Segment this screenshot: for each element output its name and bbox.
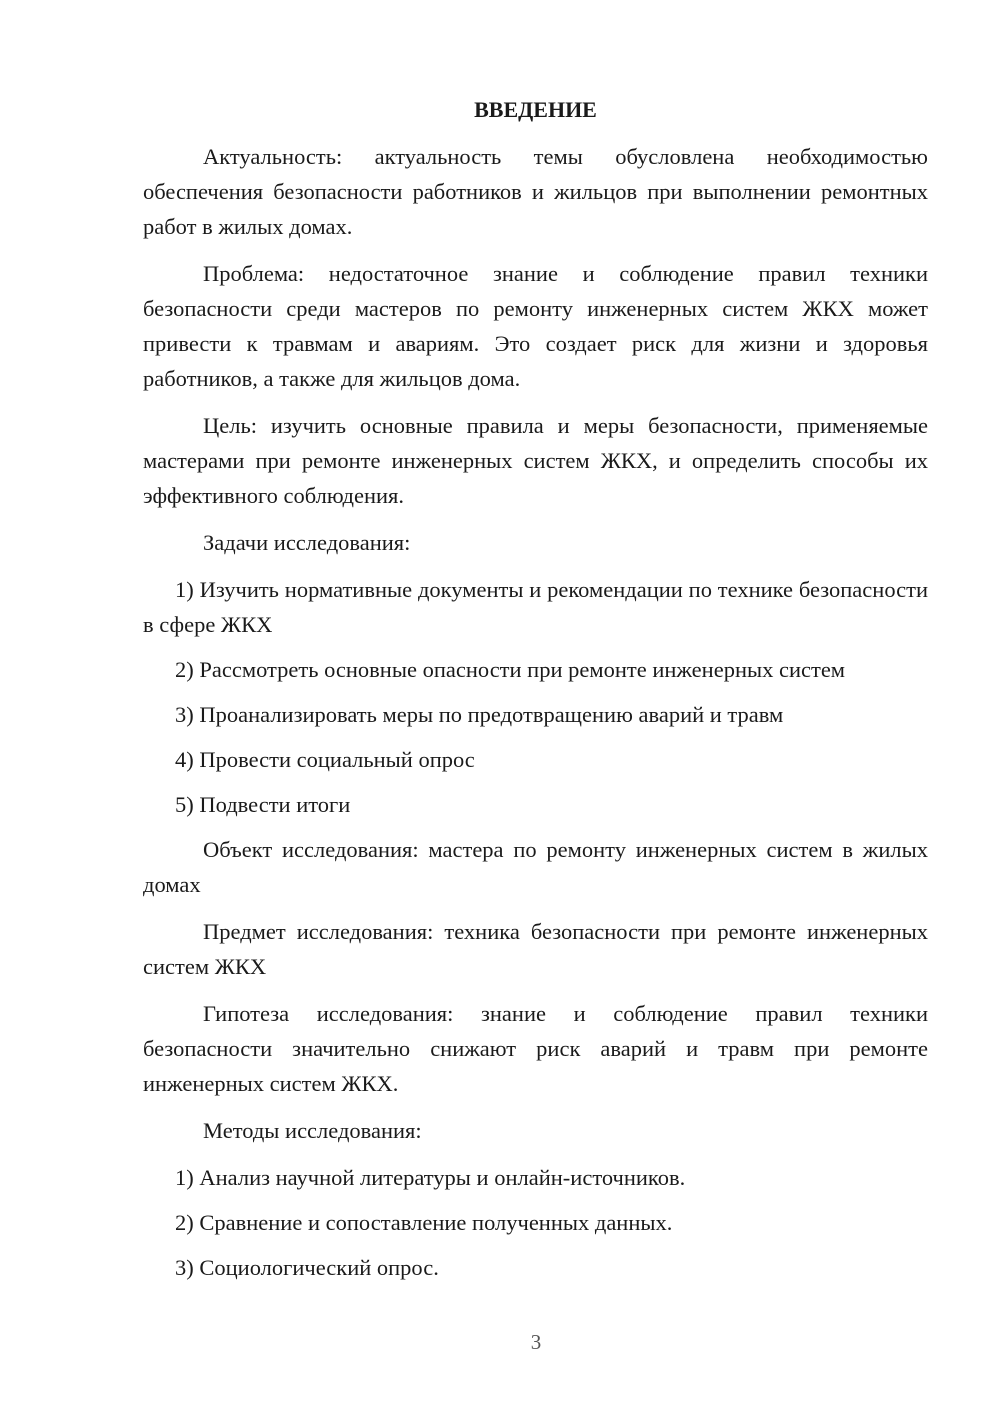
method-item: 3) Социологический опрос.	[175, 1255, 439, 1280]
method-item: 1) Анализ научной литературы и онлайн-источников.	[175, 1165, 686, 1190]
methods-heading: Методы исследования:	[203, 1118, 422, 1143]
problem-paragraph: Проблема: недостаточное знание и соблюдение правил техники безопасности среди мастеров по ремонту инженерных систем ЖКХ может привести к травмам и авариям. Это создает риск для жизни и здоровья работников, а также для жильцов дома.	[143, 261, 928, 391]
relevance-paragraph: Актуальность: актуальность темы обусловлена необходимостью обеспечения безопасности работников и жильцов при выполнении ремонтных работ в жилых домах.	[143, 144, 928, 239]
task-item: 4) Провести социальный опрос	[175, 747, 475, 772]
section-title: ВВЕДЕНИЕ	[474, 97, 597, 122]
task-item: 2) Рассмотреть основные опасности при ремонте инженерных систем	[175, 657, 846, 682]
object-paragraph: Объект исследования: мастера по ремонту инженерных систем в жилых домах	[143, 837, 928, 897]
goal-paragraph: Цель: изучить основные правила и меры безопасности, применяемые мастерами при ремонте инженерных систем ЖКХ, и определить способы их эффективного соблюдения.	[143, 413, 928, 508]
page-number: 3	[530, 1330, 542, 1354]
task-item: 1) Изучить нормативные документы и рекомендации по технике безопасности в сфере ЖКХ	[143, 577, 928, 637]
tasks-heading: Задачи исследования:	[203, 530, 411, 555]
hypothesis-paragraph: Гипотеза исследования: знание и соблюдение правил техники безопасности значительно снижают риск аварий и травм при ремонте инженерных систем ЖКХ.	[143, 1001, 928, 1096]
task-item: 5) Подвести итоги	[175, 792, 351, 817]
subject-paragraph: Предмет исследования: техника безопасности при ремонте инженерных систем ЖКХ	[143, 919, 928, 979]
method-item: 2) Сравнение и сопоставление полученных данных.	[175, 1210, 673, 1235]
document-page	[143, 94, 928, 1295]
task-item: 3) Проанализировать меры по предотвращению аварий и травм	[175, 702, 784, 727]
